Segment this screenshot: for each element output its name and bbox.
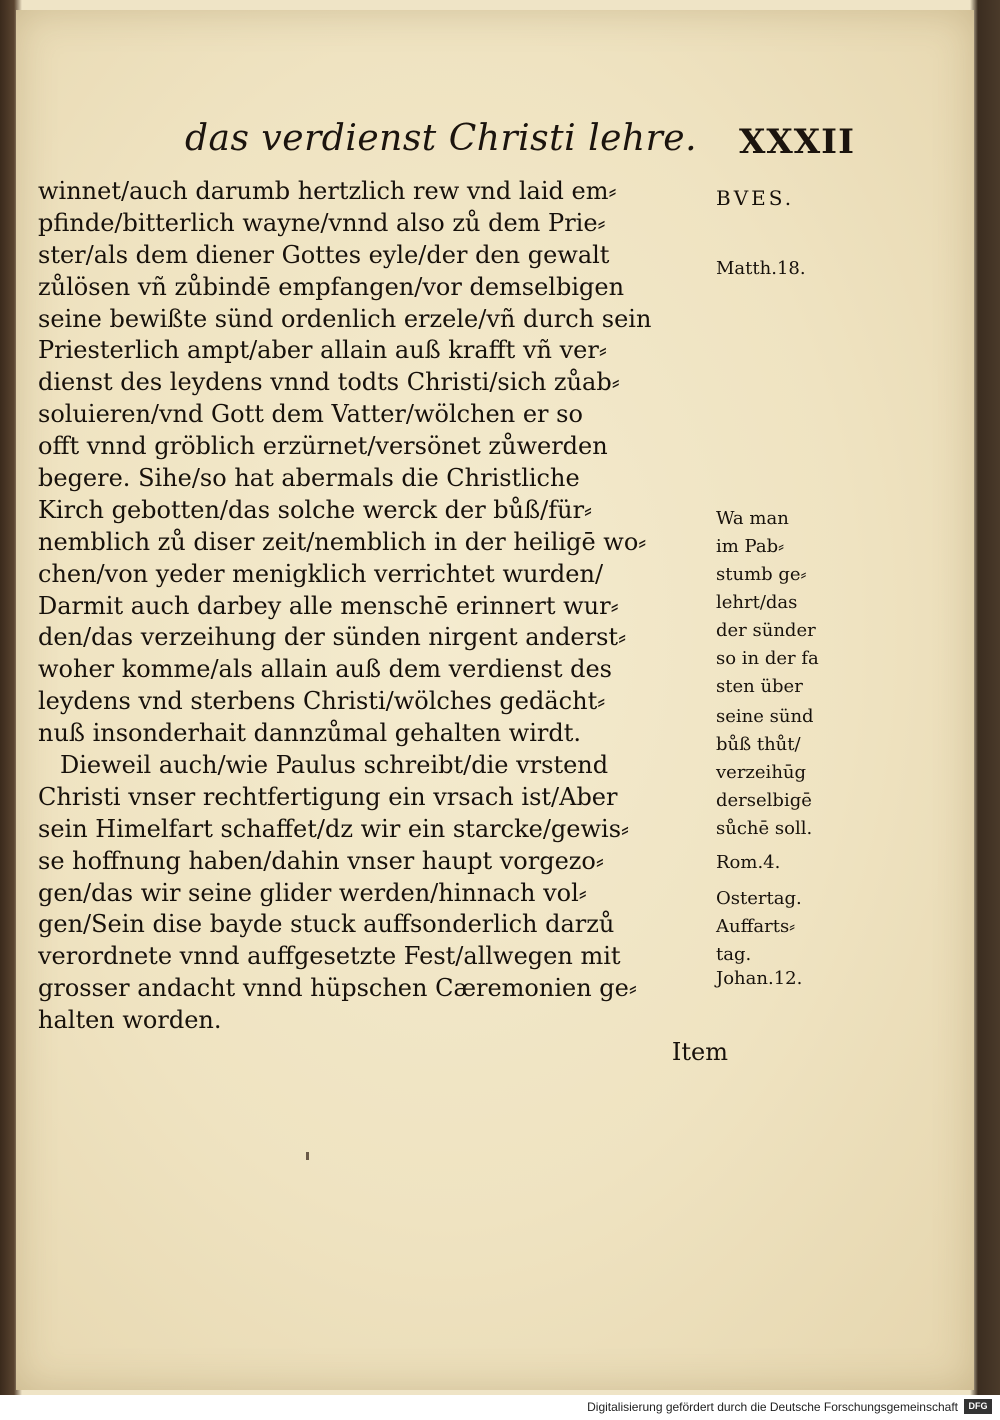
marginal-note: Ostertag. bbox=[716, 888, 802, 909]
marginal-note: BVES. bbox=[716, 186, 795, 210]
marginal-notes bbox=[716, 0, 851, 1000]
marginal-note: so in der fa bbox=[716, 648, 819, 669]
marginal-note: Johan.12. bbox=[716, 968, 803, 989]
marginal-note: tag. bbox=[716, 944, 752, 965]
marginal-note: Wa man bbox=[716, 508, 789, 529]
text-line: winnet/auch darumb hertzlich rew vnd laid em⸗ bbox=[38, 177, 617, 205]
text-line: halten worden. bbox=[38, 1006, 222, 1035]
text-line: woher komme/als allain auß dem verdienst des bbox=[38, 655, 612, 684]
marginal-note: derselbigē bbox=[716, 790, 812, 811]
text-line: grosser andacht vnnd hüpschen Cæremonien ge⸗ bbox=[38, 974, 637, 1003]
text-line: seine bewißte sünd ordenlich erzele/vñ durch sein bbox=[38, 304, 652, 333]
text-line: gen/das wir seine glider werden/hinnach vol⸗ bbox=[38, 878, 587, 907]
text-line: zůlösen vñ zůbindē empfangen/vor demselbigen bbox=[38, 272, 625, 301]
footer-bar bbox=[0, 1396, 1000, 1420]
marginal-note: bůß thůt/ bbox=[716, 734, 801, 755]
text-line: offt vnnd gröblich erzürnet/versönet zůwerden bbox=[38, 432, 608, 461]
text-line: gen/Sein dise bayde stuck auffsonderlich darzů bbox=[38, 910, 615, 939]
marginal-note: stumb ge⸗ bbox=[716, 564, 807, 585]
text-line: sein Himelfart schaffet/dz wir ein starcke/gewis⸗ bbox=[38, 814, 629, 843]
text-line: Priesterlich ampt/aber allain auß krafft vñ ver⸗ bbox=[38, 336, 607, 365]
text-line: nuß insonderhait dannzůmal gehalten wirdt. bbox=[38, 719, 582, 748]
ink-speck bbox=[306, 1152, 309, 1160]
text-line: Dieweil auch/wie Paulus schreibt/die vrstend bbox=[60, 751, 609, 780]
catchword: Item bbox=[671, 1038, 728, 1067]
marginal-note: der sünder bbox=[716, 620, 816, 641]
catchword-line bbox=[38, 1037, 728, 1069]
marginal-note: sůchē soll. bbox=[716, 818, 813, 839]
marginal-note: sten über bbox=[716, 676, 803, 697]
main-text-block bbox=[38, 176, 728, 1069]
marginal-note: verzeihūg bbox=[716, 762, 807, 783]
text-line: pfinde/bitterlich wayne/vnnd also zů dem Prie⸗ bbox=[38, 208, 606, 237]
text-line: ster/als dem diener Gottes eyle/der den gewalt bbox=[38, 240, 610, 269]
marginal-note: lehrt/das bbox=[716, 592, 798, 613]
text-line: den/das verzeihung der sünden nirgent anderst⸗ bbox=[38, 623, 627, 652]
dfg-logo: DFG bbox=[964, 1399, 992, 1414]
text-line: leydens vnd sterbens Christi/wölches gedächt⸗ bbox=[38, 687, 606, 716]
text-line: dienst des leydens vnnd todts Christi/sich zůab⸗ bbox=[38, 368, 620, 397]
text-line: begere. Sihe/so hat abermals die Christliche bbox=[38, 464, 580, 493]
running-title: das verdienst Christi lehre. bbox=[185, 118, 698, 159]
text-line: Christi vnser rechtfertigung ein vrsach ist/Aber bbox=[38, 782, 618, 811]
marginal-note: Auffarts⸗ bbox=[716, 916, 796, 937]
marginal-note: Matth.18. bbox=[716, 258, 806, 279]
marginal-note: im Pab⸗ bbox=[716, 536, 785, 557]
folio-number: XXXII bbox=[739, 122, 855, 162]
funding-notice: Digitalisierung gefördert durch die Deutsche Forschungsgemeinschaft bbox=[587, 1400, 958, 1414]
text-line: se hoffnung haben/dahin vnser haupt vorgezo⸗ bbox=[38, 846, 604, 875]
marginal-note: seine sünd bbox=[716, 706, 814, 727]
text-line: soluieren/vnd Gott dem Vatter/wölchen er so bbox=[38, 400, 583, 429]
text-line: chen/von yeder menigklich verrichtet wurden/ bbox=[38, 559, 604, 588]
text-line: nemblich zů diser zeit/nemblich in der heiligē wo⸗ bbox=[38, 527, 647, 556]
marginal-note: Rom.4. bbox=[716, 852, 781, 873]
text-line: Darmit auch darbey alle menschē erinnert wur⸗ bbox=[38, 591, 619, 620]
text-line: verordnete vnnd auffgesetzte Fest/allwegen mit bbox=[38, 942, 621, 971]
text-line: Kirch gebotten/das solche werck der bůß/für⸗ bbox=[38, 495, 593, 524]
